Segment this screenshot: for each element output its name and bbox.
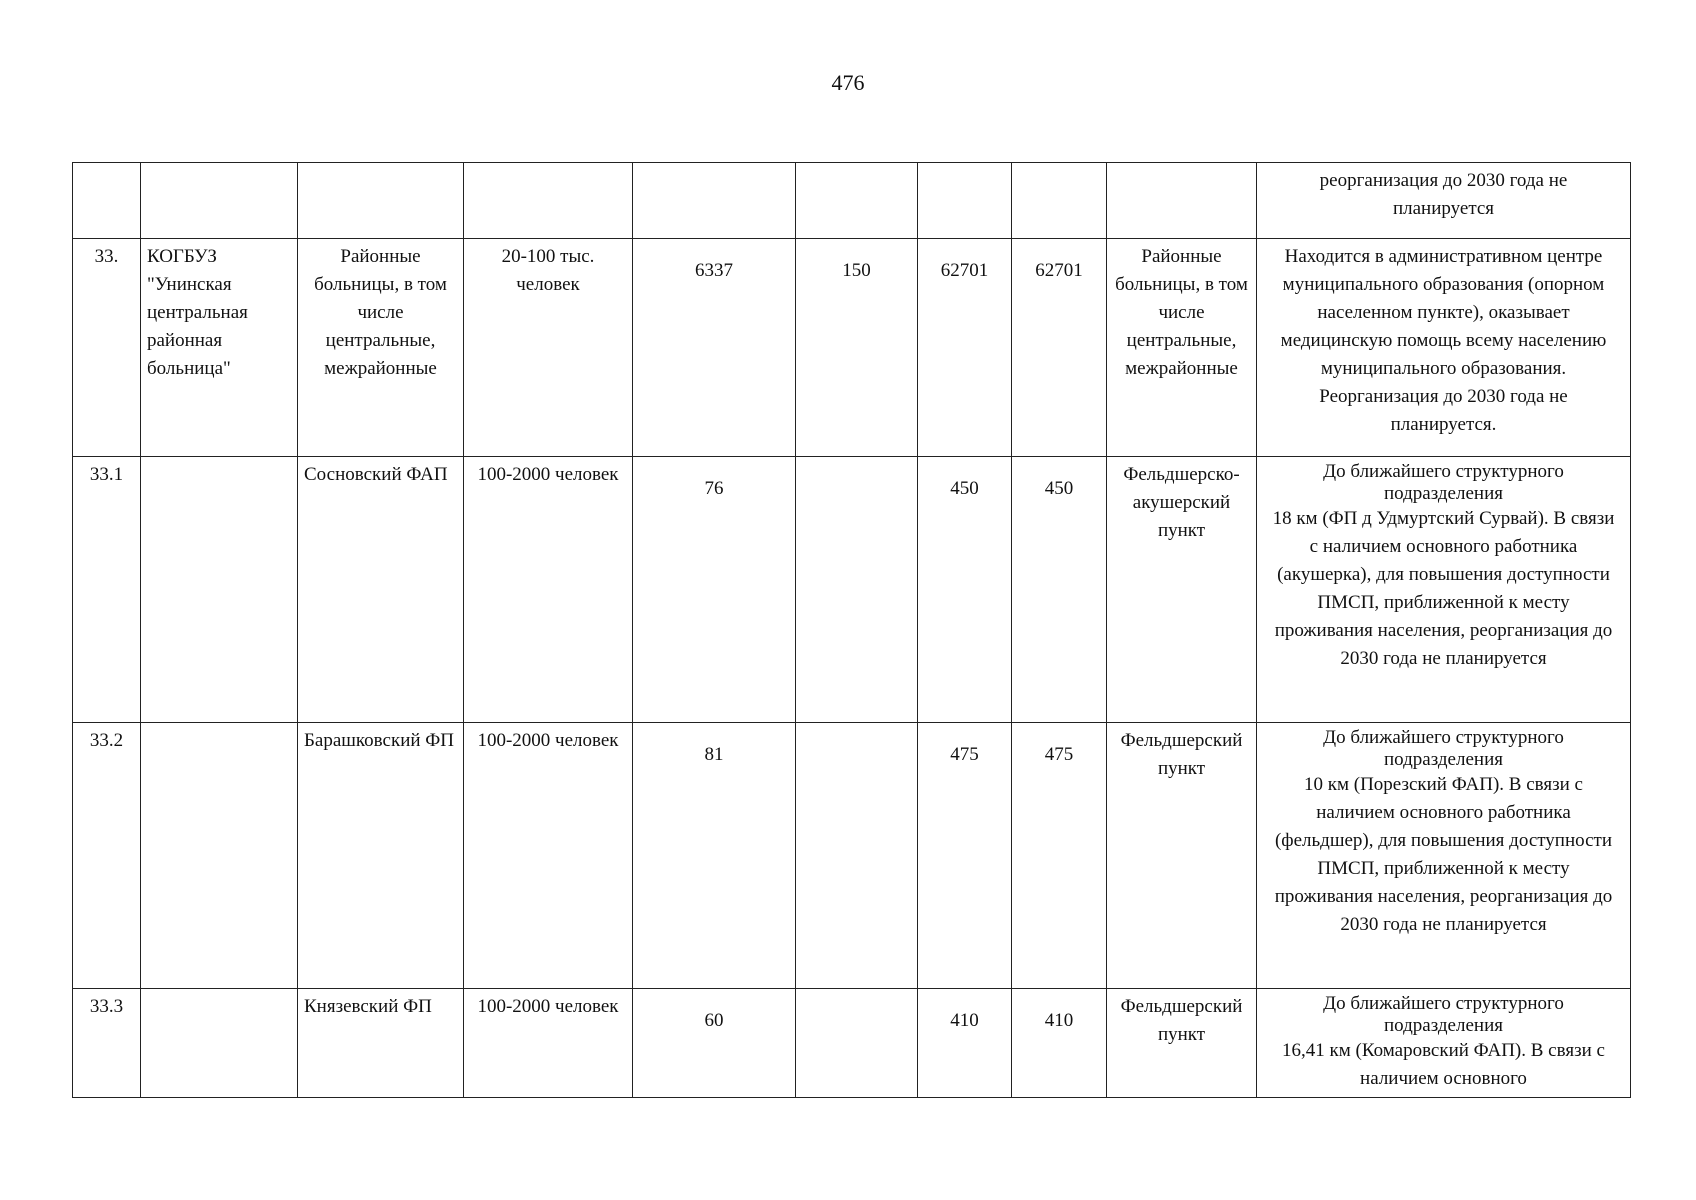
note-cell: Находится в административном центре муниципального образования (опорном населенном пункте), оказывает медицинскую помощь всему населению муниципального образования. Реорганизация до 2030 года не планируется. bbox=[1257, 239, 1631, 457]
table-row bbox=[73, 989, 1631, 1098]
category-cell: Районные больницы, в том числе центральные, межрайонные bbox=[1107, 239, 1257, 457]
org-cell bbox=[141, 989, 298, 1098]
org-cell bbox=[141, 723, 298, 989]
note-heading: До ближайшего структурного подразделения bbox=[1323, 727, 1564, 770]
value-cell: 76 bbox=[633, 457, 796, 723]
value-cell bbox=[796, 989, 918, 1098]
page-number: 476 bbox=[831, 70, 865, 95]
type-cell: Сосновский ФАП bbox=[298, 457, 464, 723]
type-cell: Барашковский ФП bbox=[298, 723, 464, 989]
value-cell bbox=[1012, 163, 1107, 239]
value-cell bbox=[796, 723, 918, 989]
table-row bbox=[73, 163, 1631, 239]
note-text: 18 км (ФП д Удмуртский Сурвай). В связи с наличием основного работника (акушерка), для повышения доступности ПМСП, приближенной к месту проживания населения, реорганизация до 2030 года не планируется bbox=[1272, 508, 1615, 669]
value-cell: 150 bbox=[796, 239, 918, 457]
value-cell bbox=[796, 163, 918, 239]
value-cell: 410 bbox=[918, 989, 1012, 1098]
org-cell: КОГБУЗ "Унинская центральная районная больница" bbox=[141, 239, 298, 457]
note-text: 10 км (Порезский ФАП). В связи с наличием основного работника (фельдшер), для повышения доступности ПМСП, приближенной к месту проживания населения, реорганизация до 2030 года не планируется bbox=[1274, 774, 1613, 935]
note-cell bbox=[1257, 457, 1631, 723]
num-cell: 33. bbox=[73, 239, 141, 457]
num-cell bbox=[73, 163, 141, 239]
value-cell: 475 bbox=[1012, 723, 1107, 989]
value-cell: 62701 bbox=[1012, 239, 1107, 457]
num-cell: 33.1 bbox=[73, 457, 141, 723]
value-cell: 6337 bbox=[633, 239, 796, 457]
category-cell: Фельдшерский пункт bbox=[1107, 723, 1257, 989]
value-cell: 60 bbox=[633, 989, 796, 1098]
table-row bbox=[73, 723, 1631, 989]
value-cell: 62701 bbox=[918, 239, 1012, 457]
population-cell: 20-100 тыс. человек bbox=[464, 239, 633, 457]
value-cell: 81 bbox=[633, 723, 796, 989]
value-cell bbox=[633, 163, 796, 239]
population-cell bbox=[464, 163, 633, 239]
type-cell: Князевский ФП bbox=[298, 989, 464, 1098]
note-text: 16,41 км (Комаровский ФАП). В связи с наличием основного bbox=[1282, 1040, 1605, 1089]
population-cell: 100-2000 человек bbox=[464, 723, 633, 989]
value-cell bbox=[796, 457, 918, 723]
note-heading: До ближайшего структурного подразделения bbox=[1323, 461, 1564, 504]
value-cell bbox=[918, 163, 1012, 239]
note-cell: реорганизация до 2030 года не планируется bbox=[1257, 163, 1631, 239]
note-cell bbox=[1257, 723, 1631, 989]
facilities-table bbox=[72, 162, 1631, 1098]
category-cell bbox=[1107, 163, 1257, 239]
note-heading: До ближайшего структурного подразделения bbox=[1323, 993, 1564, 1036]
table-row bbox=[73, 239, 1631, 457]
category-cell: Фельдшерско-акушерский пункт bbox=[1107, 457, 1257, 723]
population-cell: 100-2000 человек bbox=[464, 457, 633, 723]
num-cell: 33.3 bbox=[73, 989, 141, 1098]
value-cell: 410 bbox=[1012, 989, 1107, 1098]
note-cell bbox=[1257, 989, 1631, 1098]
num-cell: 33.2 bbox=[73, 723, 141, 989]
org-cell bbox=[141, 163, 298, 239]
type-cell bbox=[298, 163, 464, 239]
value-cell: 450 bbox=[918, 457, 1012, 723]
value-cell: 475 bbox=[918, 723, 1012, 989]
org-cell bbox=[141, 457, 298, 723]
table-row bbox=[73, 457, 1631, 723]
population-cell: 100-2000 человек bbox=[464, 989, 633, 1098]
category-cell: Фельдшерский пункт bbox=[1107, 989, 1257, 1098]
value-cell: 450 bbox=[1012, 457, 1107, 723]
type-cell: Районные больницы, в том числе центральные, межрайонные bbox=[298, 239, 464, 457]
